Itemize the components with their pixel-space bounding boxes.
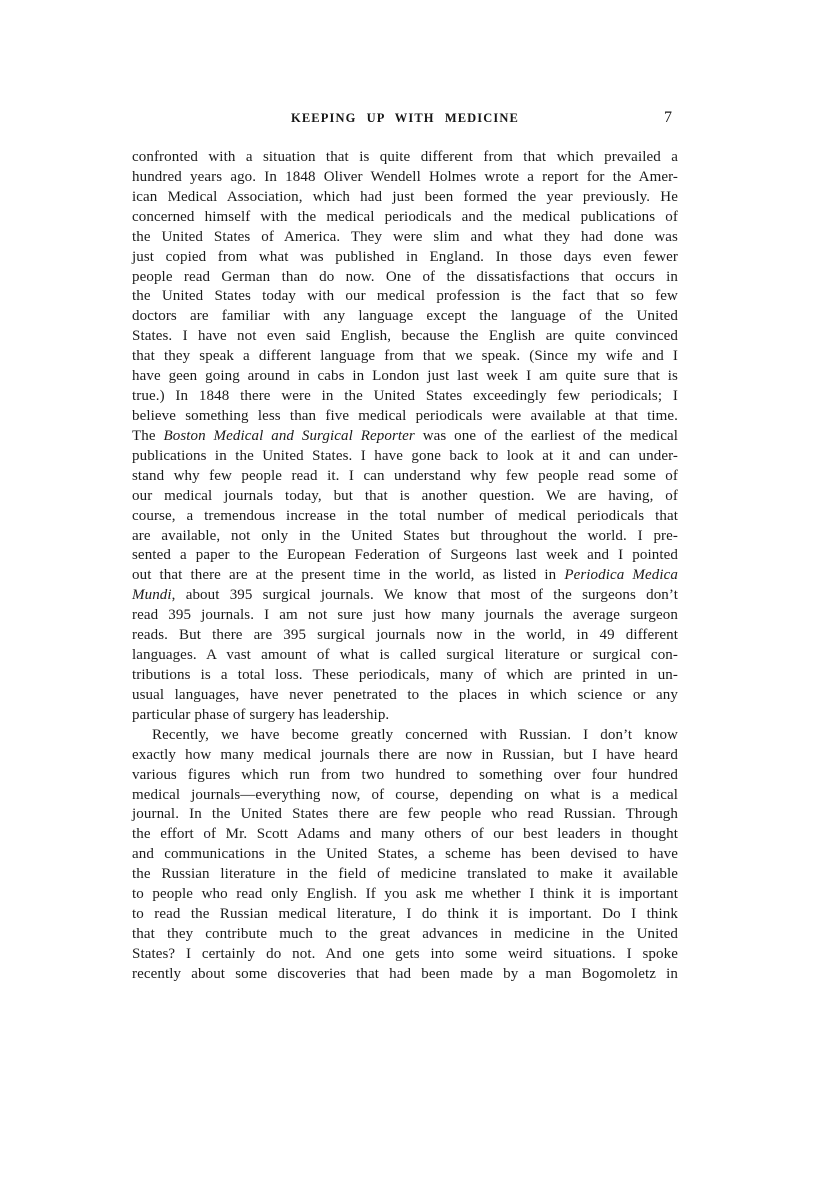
text-line [132, 228, 678, 248]
text-segment: are available, not only in the United States but throughout the world. I pre- [132, 527, 678, 544]
text-segment: people read German than do now. One of the dissatisfactions that occurs in [132, 268, 678, 285]
text-segment: journal. In the United States there are few people who read Russian. Through [132, 806, 678, 823]
text-line [132, 148, 678, 168]
text-line [132, 586, 678, 606]
text-line [132, 905, 678, 925]
text-segment: ican Medical Association, which had just been formed the year previously. He [132, 188, 678, 205]
text-line [132, 307, 678, 327]
text-segment: stand why few people read it. I can understand why few people read some of [132, 467, 678, 484]
text-segment: particular phase of surgery has leadership. [132, 706, 390, 723]
text-segment: to read the Russian medical literature, I do think it is important. Do I think [132, 906, 678, 923]
page-content [132, 111, 678, 985]
text-segment: the United States today with our medical profession is the fact that so few [132, 288, 678, 305]
italic-text: Periodica Medica [564, 567, 679, 584]
text-line [132, 766, 678, 786]
text-line [132, 666, 678, 686]
text-segment: that they speak a different language from that we speak. (Since my wife and I [132, 348, 678, 365]
text-line [132, 825, 678, 845]
text-line [132, 865, 678, 885]
text-line [132, 786, 678, 806]
text-segment: medical journals—everything now, of course, depending on what is a medical [132, 786, 678, 803]
text-line [132, 367, 678, 387]
running-head: KEEPING UP WITH MEDICINE [291, 111, 519, 125]
text-line [132, 646, 678, 666]
text-line [132, 945, 678, 965]
text-segment: concerned himself with the medical periodicals and the medical publications of [132, 208, 678, 225]
text-segment: believe something less than five medical periodicals were available at that time. [132, 407, 678, 424]
text-line [132, 805, 678, 825]
text-line [132, 885, 678, 905]
text-line [132, 467, 678, 487]
text-line [132, 686, 678, 706]
text-line [132, 248, 678, 268]
text-line [132, 168, 678, 188]
page-number: 7 [664, 109, 672, 126]
text-line [132, 387, 678, 407]
text-segment: our medical journals today, but that is another question. We are having, of [132, 487, 678, 504]
text-segment: the United States of America. They were slim and what they had done was [132, 228, 678, 245]
text-segment: various figures which run from two hundred to something over four hundred [132, 766, 678, 783]
text-line [132, 726, 678, 746]
page-header [132, 111, 678, 127]
text-line [132, 327, 678, 347]
italic-text: Boston Medical and Surgical Reporter [163, 427, 415, 444]
text-segment: just copied from what was published in England. In those days even fewer [132, 248, 678, 265]
text-line [132, 507, 678, 527]
text-segment: have geen going around in cabs in London just last week I am quite sure that is [132, 368, 678, 385]
text-line [132, 746, 678, 766]
text-segment: recently about some discoveries that had been made by a man Bogomoletz in [132, 965, 678, 982]
text-segment: hundred years ago. In 1848 Oliver Wendell Holmes wrote a report for the Amer- [132, 168, 678, 185]
text-segment: reads. But there are 395 surgical journals now in the world, in 49 different [132, 627, 678, 644]
text-line [132, 965, 678, 985]
text-segment: the Russian literature in the field of medicine translated to make it available [132, 866, 678, 883]
text-line [132, 287, 678, 307]
text-line [132, 606, 678, 626]
text-segment: publications in the United States. I have gone back to look at it and can under- [132, 447, 678, 464]
text-segment: true.) In 1848 there were in the United States exceedingly few periodicals; I [132, 388, 678, 405]
text-segment: languages. A vast amount of what is called surgical literature or surgical con- [132, 647, 678, 664]
text-line [132, 188, 678, 208]
text-segment: the effort of Mr. Scott Adams and many others of our best leaders in thought [132, 826, 678, 843]
text-line [132, 268, 678, 288]
text-segment: States? I certainly do not. And one gets into some weird situations. I spoke [132, 945, 678, 962]
text-line [132, 566, 678, 586]
text-segment: The [132, 427, 164, 444]
text-line [132, 427, 678, 447]
text-line [132, 925, 678, 945]
text-line [132, 447, 678, 467]
text-line [132, 546, 678, 566]
text-segment: Recently, we have become greatly concerned with Russian. I don’t know [152, 726, 678, 743]
text-segment: , about 395 surgical journals. We know that most of the surgeons don’t [171, 587, 678, 604]
text-segment: out that there are at the present time in the world, as listed in [132, 567, 565, 584]
text-segment: confronted with a situation that is quite different from that which prevailed a [132, 149, 678, 165]
body-text [132, 148, 678, 985]
text-line [132, 626, 678, 646]
text-segment: read 395 journals. I am not sure just how many journals the average surgeon [132, 607, 678, 624]
text-segment: tributions is a total loss. These periodicals, many of which are printed in un- [132, 666, 678, 683]
text-segment: was one of the earliest of the medical [414, 427, 678, 444]
text-segment: States. I have not even said English, because the English are quite convinced [132, 328, 678, 345]
text-segment: to people who read only English. If you ask me whether I think it is important [132, 886, 678, 903]
text-line [132, 845, 678, 865]
italic-text: Mundi [132, 587, 172, 604]
text-segment: doctors are familiar with any language except the language of the United [132, 308, 678, 325]
text-line [132, 407, 678, 427]
text-segment: exactly how many medical journals there are now in Russian, but I have heard [132, 746, 678, 763]
text-line [132, 706, 678, 726]
text-segment: usual languages, have never penetrated to the places in which science or any [132, 686, 678, 703]
text-line [132, 527, 678, 547]
text-line [132, 208, 678, 228]
text-segment: that they contribute much to the great advances in medicine in the United [132, 925, 678, 942]
text-segment: course, a tremendous increase in the total number of medical periodicals that [132, 507, 678, 524]
text-line [132, 347, 678, 367]
text-segment: and communications in the United States, a scheme has been devised to have [132, 846, 678, 863]
text-line [132, 487, 678, 507]
text-segment: sented a paper to the European Federation of Surgeons last week and I pointed [132, 547, 678, 564]
